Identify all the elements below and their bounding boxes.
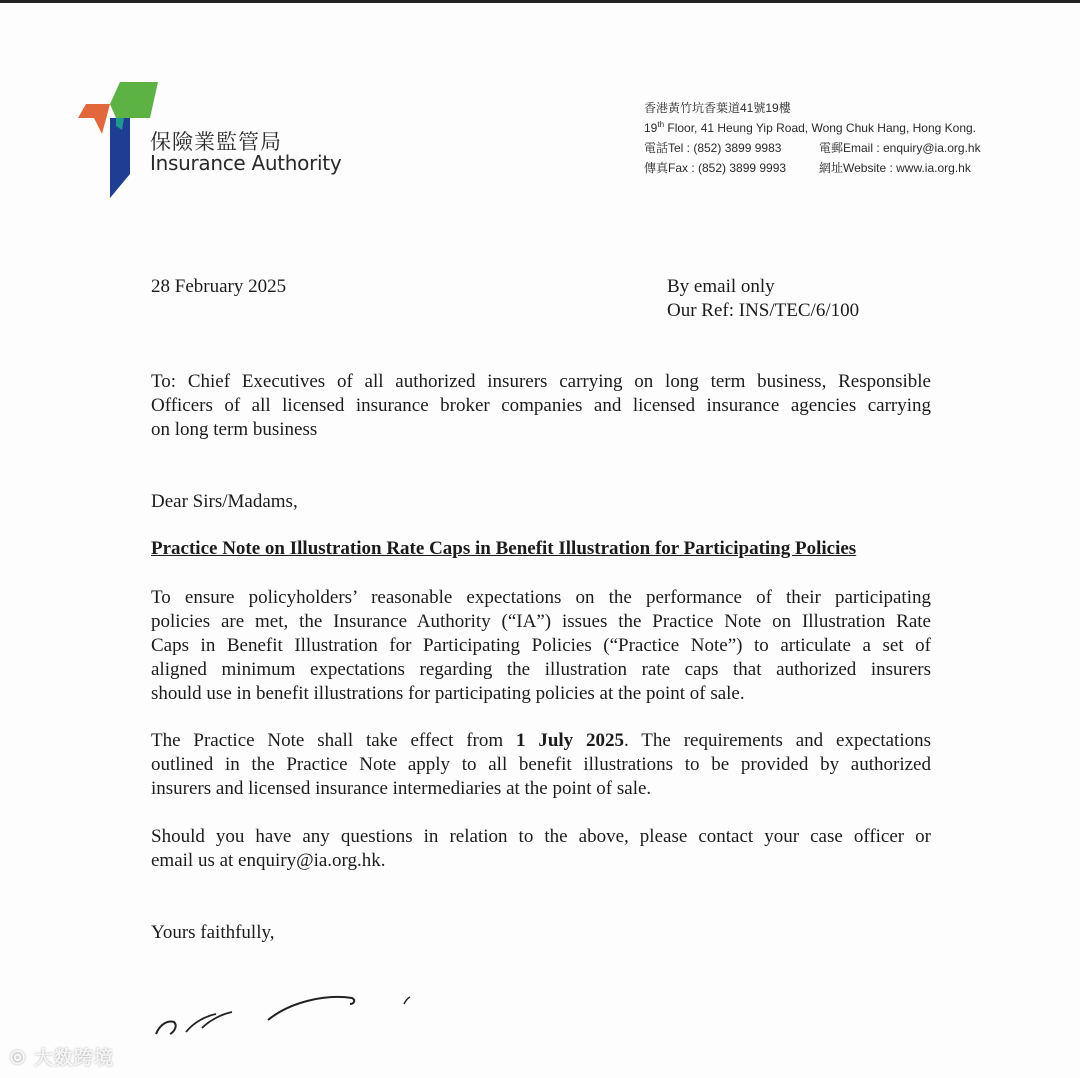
effective-date: 1 July 2025: [515, 730, 625, 751]
watermark-logo-icon: ⦾: [10, 1047, 27, 1069]
paragraph-2: [151, 729, 931, 801]
address-floor-num: 19: [644, 121, 658, 135]
paragraph-3: [151, 825, 931, 873]
paragraph-text: . The requirements and expectations: [624, 730, 931, 751]
reference-number: Our Ref: INS/TEC/6/100: [667, 300, 860, 321]
paragraph-line: outlined in the Practice Note apply to all benefit illustrations to be provided by authorized: [151, 754, 931, 775]
address-floor-sup: th: [657, 120, 665, 129]
paragraph-line: insurers and licensed insurance intermediaries at the point of sale.: [151, 778, 652, 799]
address-zh: 香港黃竹坑香葉道41號19樓: [644, 101, 791, 115]
top-border: [0, 0, 1080, 3]
paragraph-line: should use in benefit illustrations for participating policies at the point of sale.: [151, 683, 745, 704]
recipients-line: To: Chief Executives of all authorized insurers carrying on long term business, Responsible: [151, 371, 931, 392]
recipients-line: Officers of all licensed insurance broker companies and licensed insurance agencies carrying: [151, 395, 931, 416]
address-en-rest: Floor, 41 Heung Yip Road, Wong Chuk Hang, Hong Kong.: [664, 121, 977, 135]
fax: 傳真Fax : (852) 3899 9993: [644, 161, 787, 175]
email: 電郵Email : enquiry@ia.org.hk: [819, 141, 981, 155]
tel: 電話Tel : (852) 3899 9983: [644, 141, 782, 155]
closing: Yours faithfully,: [151, 922, 275, 943]
paragraph-line: [151, 729, 931, 753]
paragraph-1: [151, 586, 931, 706]
org-name-zh: 保險業監管局: [150, 130, 282, 154]
logo-green-shape: [110, 82, 158, 118]
paragraph-line: email us at enquiry@ia.org.hk.: [151, 850, 386, 871]
website: 網址Website : www.ia.org.hk: [819, 161, 971, 175]
paragraph-text: The Practice Note shall take effect from: [151, 730, 516, 751]
paragraph-line: Should you have any questions in relation to the above, please contact your case officer or: [151, 826, 931, 847]
salutation: Dear Sirs/Madams,: [151, 491, 298, 512]
letter-date: 28 February 2025: [151, 276, 287, 297]
subject-heading: Practice Note on Illustration Rate Caps in Benefit Illustration for Participating Policies: [151, 538, 857, 559]
contact-row-fax-web: [644, 158, 976, 178]
watermark-text: 大数跨境: [33, 1047, 114, 1069]
org-name-en: Insurance Authority: [150, 151, 342, 175]
signature-icon: [150, 990, 420, 1040]
contact-row-tel-email: [644, 138, 981, 158]
delivery-method: By email only: [667, 276, 775, 297]
paragraph-line: Caps in Benefit Illustration for Participating Policies (“Practice Note”) to articulate a set of: [151, 635, 931, 656]
recipients-line: on long term business: [151, 419, 318, 440]
paragraph-line: aligned minimum expectations regarding the illustration rate caps that authorized insurers: [151, 659, 931, 680]
logo-blue-shape: [110, 118, 130, 198]
contact-block: [644, 98, 981, 178]
paragraph-line: policies are met, the Insurance Authority (“IA”) issues the Practice Note on Illustration Rate: [151, 611, 931, 632]
paragraph-line: To ensure policyholders’ reasonable expectations on the performance of their participating: [151, 587, 931, 608]
recipients: [151, 370, 931, 442]
insurance-authority-logo-icon: [76, 82, 160, 200]
watermark: [10, 1043, 114, 1070]
address-en: [644, 118, 976, 138]
logo-orange-shape: [78, 104, 110, 134]
